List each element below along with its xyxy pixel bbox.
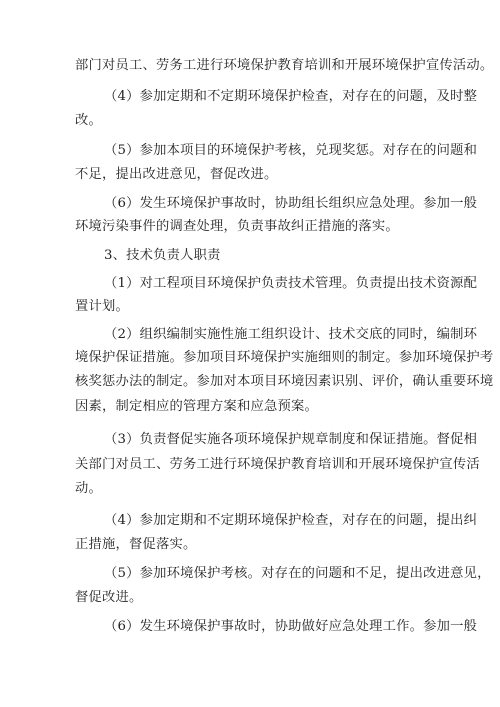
text-line: （4）参加定期和不定期环境保护检查，对存在的问题，及时整 bbox=[104, 89, 478, 104]
text-line: 督促改进。 bbox=[75, 590, 143, 605]
text-line: 境保护保证措施。参加项目环境保护实施细则的制定。参加环境保护考 bbox=[75, 350, 494, 365]
text-line: 关部门对员工、劳务工进行环境保护教育培训和开展环境保护宣传活 bbox=[75, 457, 480, 472]
text-line: （6）发生环境保护事故时，协助组长组织应急处理。参加一般 bbox=[104, 196, 478, 211]
text-line: 部门对员工、劳务工进行环境保护教育培训和开展环境保护宣传活动。 bbox=[75, 58, 494, 73]
section-heading: 3、技术负责人职责 bbox=[104, 248, 221, 263]
text-line: 核奖惩办法的制定。参加对本项目环境因素识别、评价，确认重要环境 bbox=[75, 374, 494, 389]
text-line: （5）参加本项目的环境保护考核，兑现奖惩。对存在的问题和 bbox=[104, 143, 478, 158]
text-line: 置计划。 bbox=[75, 299, 129, 314]
text-line: 环境污染事件的调查处理，负责事故纠正措施的落实。 bbox=[75, 219, 399, 234]
text-line: 改。 bbox=[75, 113, 102, 128]
text-line: （6）发生环境保护事故时，协助做好应急处理工作。参加一般 bbox=[104, 619, 478, 634]
text-line: （5）参加环境保护考核。对存在的问题和不足，提出改进意见， bbox=[104, 566, 491, 581]
text-line: 不足，提出改进意见，督促改进。 bbox=[75, 167, 278, 182]
text-line: 正措施，督促落实。 bbox=[75, 537, 197, 552]
text-line: 动。 bbox=[75, 481, 102, 496]
text-line: （4）参加定期和不定期环境保护检查，对存在的问题，提出纠 bbox=[104, 513, 478, 528]
text-line: （1）对工程项目环境保护负责技术管理。负责提出技术资源配 bbox=[104, 276, 478, 291]
text-line: 因素，制定相应的管理方案和应急预案。 bbox=[75, 399, 318, 414]
text-line: （2）组织编制实施性施工组织设计、技术交底的同时，编制环 bbox=[104, 327, 478, 342]
text-line: （3）负责督促实施各项环境保护规章制度和保证措施。督促相 bbox=[104, 432, 478, 447]
